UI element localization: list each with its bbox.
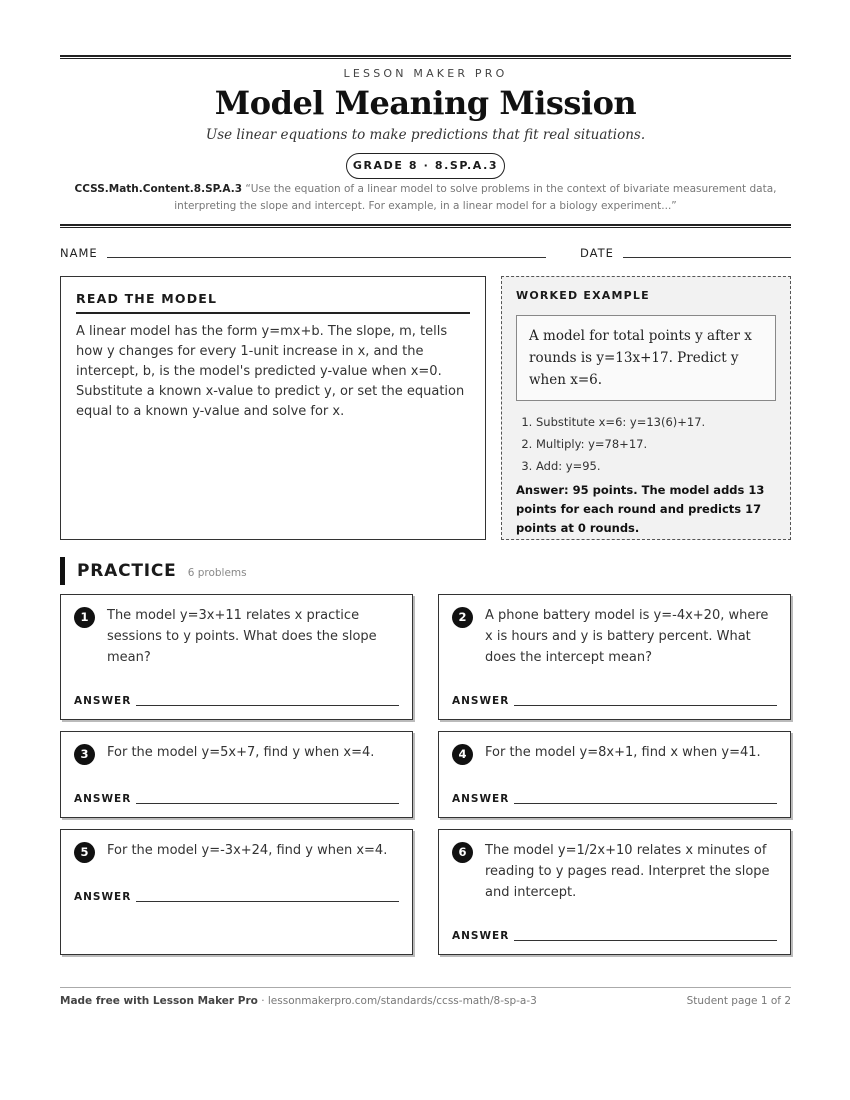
worked-example-heading: WORKED EXAMPLE — [516, 289, 650, 302]
worked-example-steps — [516, 411, 776, 477]
answer-label: ANSWER — [452, 930, 510, 942]
answer-label: ANSWER — [74, 793, 132, 805]
problem-text: For the model y=8x+1, find x when y=41. — [485, 745, 761, 760]
worked-example-step: 3. Add: y=95. — [536, 455, 776, 477]
practice-problem-card — [60, 731, 413, 818]
problem-number-badge: 5 — [74, 842, 95, 863]
standard-text: “Use the equation of a linear model to solve problems in the context of bivariate measurement data, interpreting the slope and intercept. For example, in a linear model for a biology experiment...” — [174, 183, 777, 212]
answer-field[interactable] — [136, 803, 399, 804]
problem-text: The model y=3x+11 relates x practice sessions to y points. What does the slope mean? — [107, 608, 377, 665]
practice-heading — [60, 557, 247, 585]
practice-problem-card — [438, 731, 791, 818]
footer-rule — [60, 987, 791, 988]
problem-number-badge: 2 — [452, 607, 473, 628]
answer-field[interactable] — [514, 705, 777, 706]
page-title: Model Meaning Mission — [214, 84, 637, 122]
worked-example-box — [501, 276, 791, 540]
practice-problem-card — [438, 829, 791, 955]
footer-url[interactable]: · lessonmakerpro.com/standards/ccss-math/8-sp-a-3 — [257, 995, 537, 1007]
name-field[interactable] — [107, 257, 546, 258]
worked-example-problem: A model for total points y after x rounds is y=13x+17. Predict y when x=6. — [516, 315, 776, 401]
answer-label: ANSWER — [74, 891, 132, 903]
practice-problem-card — [438, 594, 791, 720]
worked-example-step: 1. Substitute x=6: y=13(6)+17. — [536, 411, 776, 433]
practice-count: 6 problems — [187, 567, 247, 579]
practice-problem-card — [60, 594, 413, 720]
footer-page-number: Student page 1 of 2 — [686, 995, 791, 1007]
answer-field[interactable] — [514, 940, 777, 941]
problem-number-badge: 4 — [452, 744, 473, 765]
problem-text: For the model y=5x+7, find y when x=4. — [107, 745, 375, 760]
practice-problem-card — [60, 829, 413, 955]
problem-text: For the model y=-3x+24, find y when x=4. — [107, 843, 388, 858]
answer-label: ANSWER — [452, 793, 510, 805]
problem-number-badge: 6 — [452, 842, 473, 863]
standard-code: CCSS.Math.Content.8.SP.A.3 — [74, 183, 243, 195]
problem-number-badge: 1 — [74, 607, 95, 628]
answer-field[interactable] — [514, 803, 777, 804]
problem-text: The model y=1/2x+10 relates x minutes of reading to y pages read. Interpret the slope and intercept. — [485, 843, 770, 900]
problem-text: A phone battery model is y=-4x+20, where x is hours and y is battery percent. What does the intercept mean? — [485, 608, 769, 665]
practice-label: PRACTICE — [77, 561, 177, 581]
answer-label: ANSWER — [74, 695, 132, 707]
header-bottom-rule — [60, 224, 791, 228]
answer-label: ANSWER — [452, 695, 510, 707]
date-field[interactable] — [623, 257, 791, 258]
worked-example-step: 2. Multiply: y=78+17. — [536, 433, 776, 455]
page-subtitle: Use linear equations to make predictions that fit real situations. — [205, 127, 646, 143]
name-label: NAME — [60, 246, 98, 260]
header-top-rule — [60, 55, 791, 59]
worked-example-answer: Answer: 95 points. The model adds 13 points for each round and predicts 17 points at 0 rounds. — [516, 483, 765, 535]
problem-number-badge: 3 — [74, 744, 95, 765]
footer-credit — [60, 995, 537, 1007]
standard-citation — [60, 181, 791, 215]
read-the-model-box — [60, 276, 486, 540]
worksheet-page — [60, 0, 791, 1100]
grade-badge: GRADE 8 · 8.SP.A.3 — [346, 153, 505, 179]
read-the-model-body: A linear model has the form y=mx+b. The slope, m, tells how y changes for every 1-unit increase in x, and the intercept, b, is the model's predicted y-value when x=0. Substitute a known x-value to predict y, or set the equation equal to a known y-value and solve for x. — [76, 324, 465, 419]
read-the-model-heading: READ THE MODEL — [76, 291, 470, 314]
footer-brand: Made free with Lesson Maker Pro — [60, 995, 258, 1007]
date-label: DATE — [580, 246, 614, 260]
brand-name: LESSON MAKER PRO — [343, 67, 508, 80]
answer-field[interactable] — [136, 705, 399, 706]
answer-field[interactable] — [136, 901, 399, 902]
